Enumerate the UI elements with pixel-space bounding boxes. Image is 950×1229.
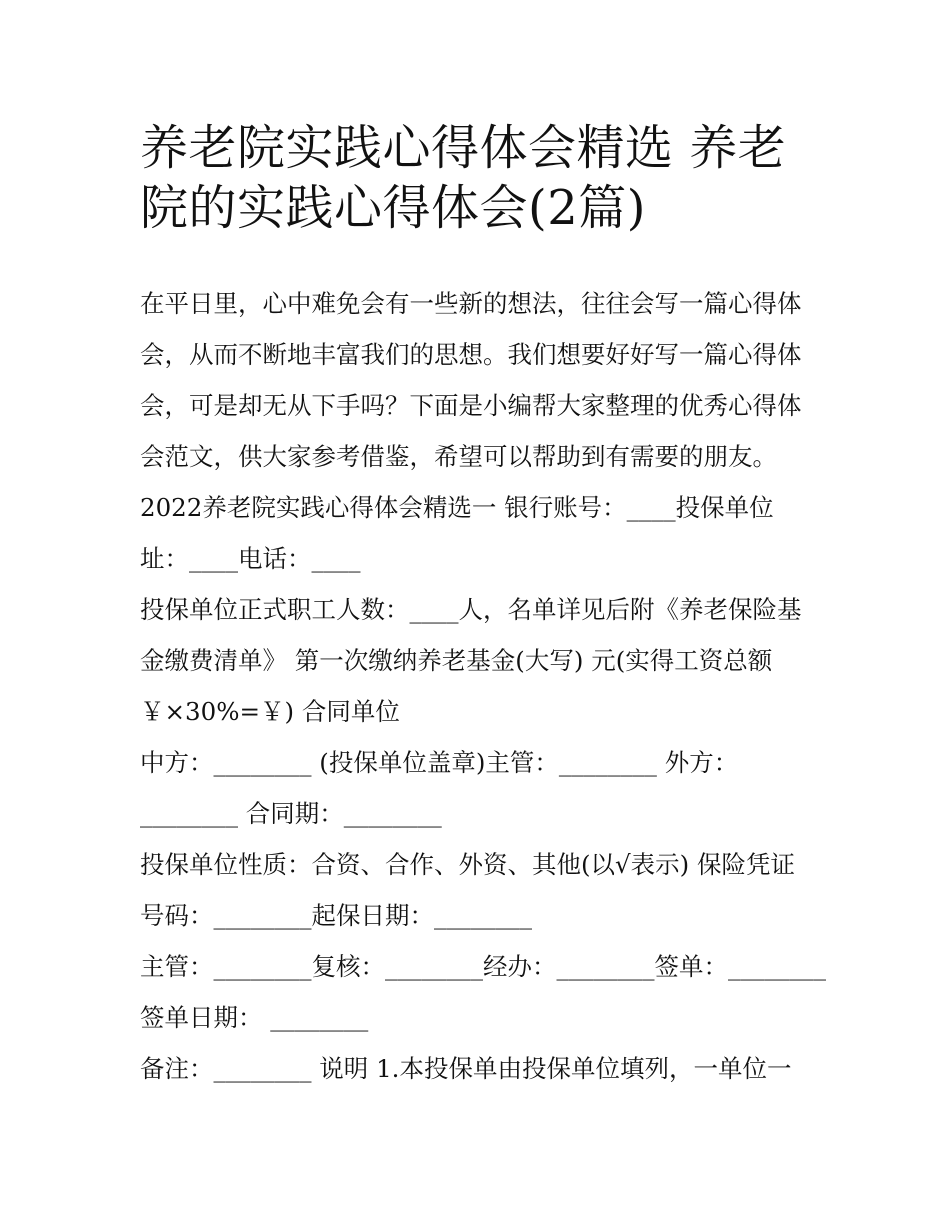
title-line: 院的实践心得体会(2篇) [140,180,646,236]
body-line: 投保单位正式职工人数：____人，名单详见后附《养老保险基 [140,595,802,624]
document-title [140,118,820,238]
body-line: 2022养老院实践心得体会精选一 银行账号：____投保单位 [140,493,774,522]
body-line: 备注：________ 说明 1.本投保单由投保单位填列，一单位一 [140,1054,792,1083]
body-line: 会，可是却无从下手吗？下面是小编帮大家整理的优秀心得体 [140,391,802,420]
body-line: ￥×30%=￥) 合同单位 [140,697,400,726]
body-line: 主管：________复核：________经办：________签单：________ [140,952,826,981]
body-line: 投保单位性质：合资、合作、外资、其他(以√表示) 保险凭证 [140,850,796,879]
document-body [140,278,830,1094]
body-line: 中方：________ (投保单位盖章)主管：________ 外方： [140,748,739,777]
title-line: 养老院实践心得体会精选 养老 [140,120,787,176]
body-line: 会范文，供大家参考借鉴，希望可以帮助到有需要的朋友。 [140,442,777,471]
body-line: 号码：________起保日期：________ [140,901,532,930]
body-line: 在平日里，心中难免会有一些新的想法，往往会写一篇心得体 [140,289,802,318]
body-line: 址：____电话：____ [140,544,361,573]
body-line: 会，从而不断地丰富我们的思想。我们想要好好写一篇心得体 [140,340,802,369]
body-line: 签单日期： ________ [140,1003,369,1032]
body-line: 金缴费清单》 第一次缴纳养老基金(大写) 元(实得工资总额 [140,646,773,675]
body-line: ________ 合同期：________ [140,799,442,828]
